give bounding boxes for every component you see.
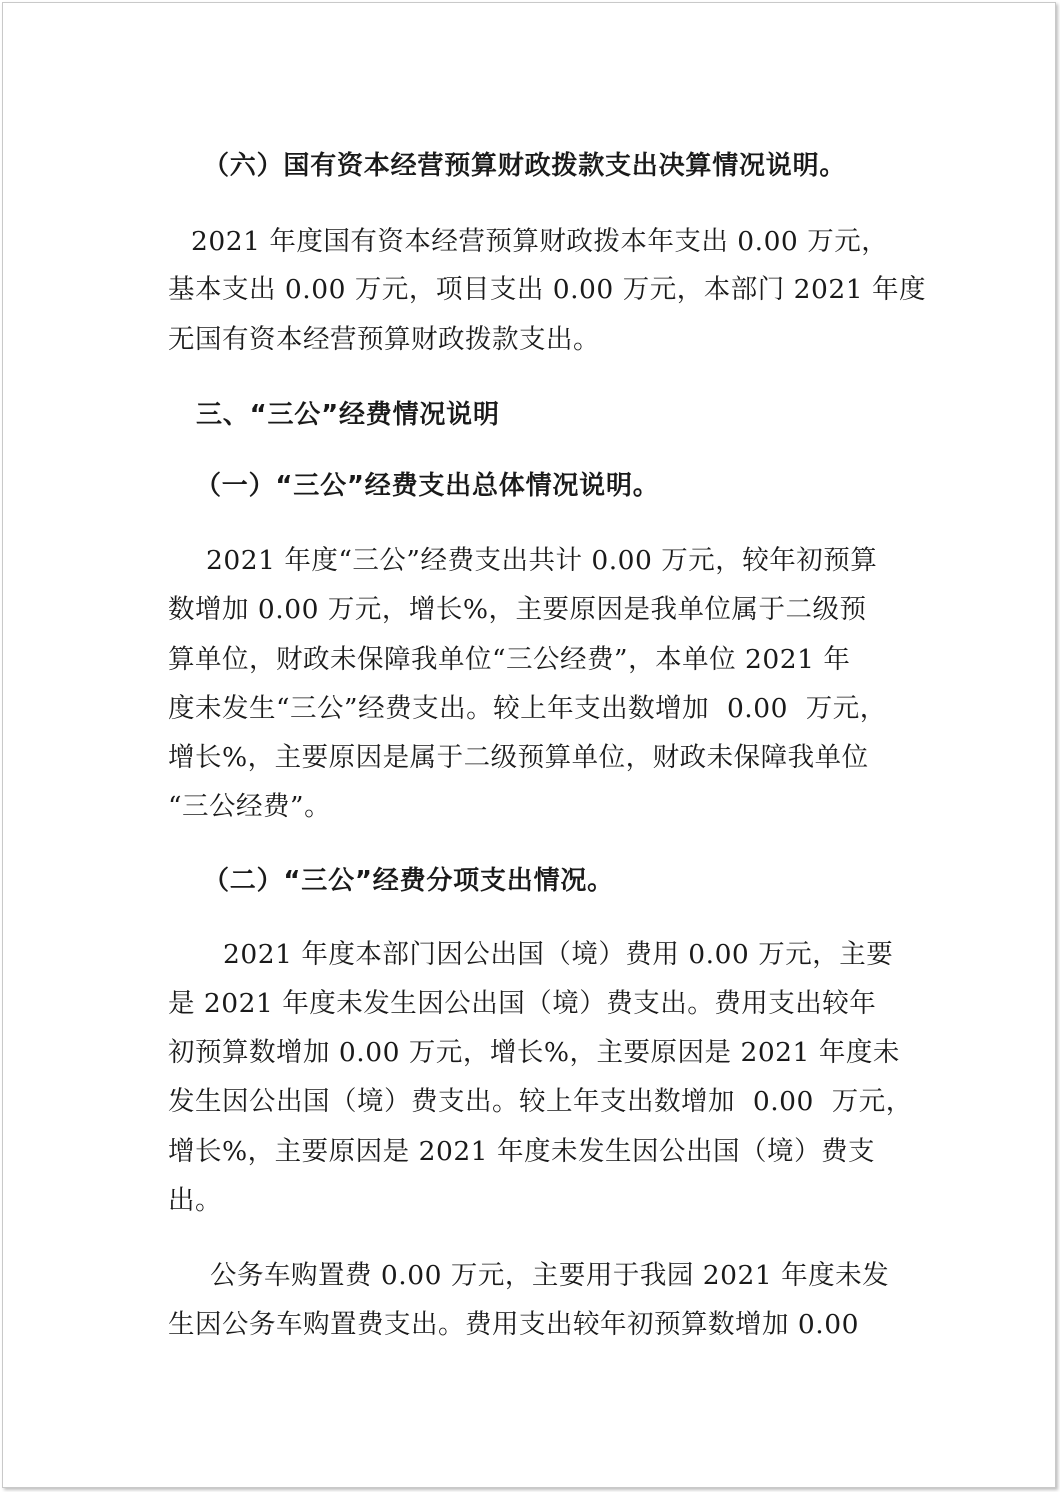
paragraph-line: 生因公务车购置费支出。费用支出较年初预算数增加 0.00 [168,1309,859,1340]
paragraph-line: 度未发生“三公”经费支出。较上年支出数增加 0.00 万元， [168,693,887,724]
paragraph-line: 是 2021 年度未发生因公出国（境）费支出。费用支出较年 [168,988,877,1019]
paragraph-line: 算单位，财政未保障我单位“三公经费”，本单位 2021 年 [168,644,851,675]
paragraph-line: 增长%，主要原因是属于二级预算单位，财政未保障我单位 [168,742,869,773]
paragraph-line: 基本支出 0.00 万元，项目支出 0.00 万元，本部门 2021 年度 [168,274,926,305]
paragraph-line: 增长%，主要原因是 2021 年度未发生因公出国（境）费支 [168,1136,875,1167]
paragraph-line: “三公经费”。 [168,791,332,822]
paragraph-line: 无国有资本经营预算财政拨款支出。 [168,324,600,355]
paragraph-line: 2021 年度“三公”经费支出共计 0.00 万元，较年初预算 [206,545,878,576]
paragraph-line: 2021 年度本部门因公出国（境）费用 0.00 万元，主要 [223,939,894,970]
paragraph-line: 发生因公出国（境）费支出。较上年支出数增加 0.00 万元， [168,1086,913,1117]
paragraph-line: 初预算数增加 0.00 万元，增长%，主要原因是 2021 年度未 [168,1037,900,1068]
document-page [2,2,1056,1488]
paragraph-line: 出。 [168,1185,222,1216]
paragraph-line: 公务车购置费 0.00 万元，主要用于我园 2021 年度未发 [210,1260,890,1291]
paragraph-line: 2021 年度国有资本经营预算财政拨本年支出 0.00 万元， [191,226,889,257]
heading-itemized-expenditure: （二）“三公”经费分项支出情况。 [203,866,614,896]
paragraph-line: 数增加 0.00 万元，增长%，主要原因是我单位属于二级预 [168,594,867,625]
section-heading-three-public: 三、“三公”经费情况说明 [196,400,500,430]
heading-state-capital-budget: （六）国有资本经营预算财政拨款支出决算情况说明。 [203,151,847,181]
heading-overall-expenditure: （一）“三公”经费支出总体情况说明。 [195,471,660,501]
